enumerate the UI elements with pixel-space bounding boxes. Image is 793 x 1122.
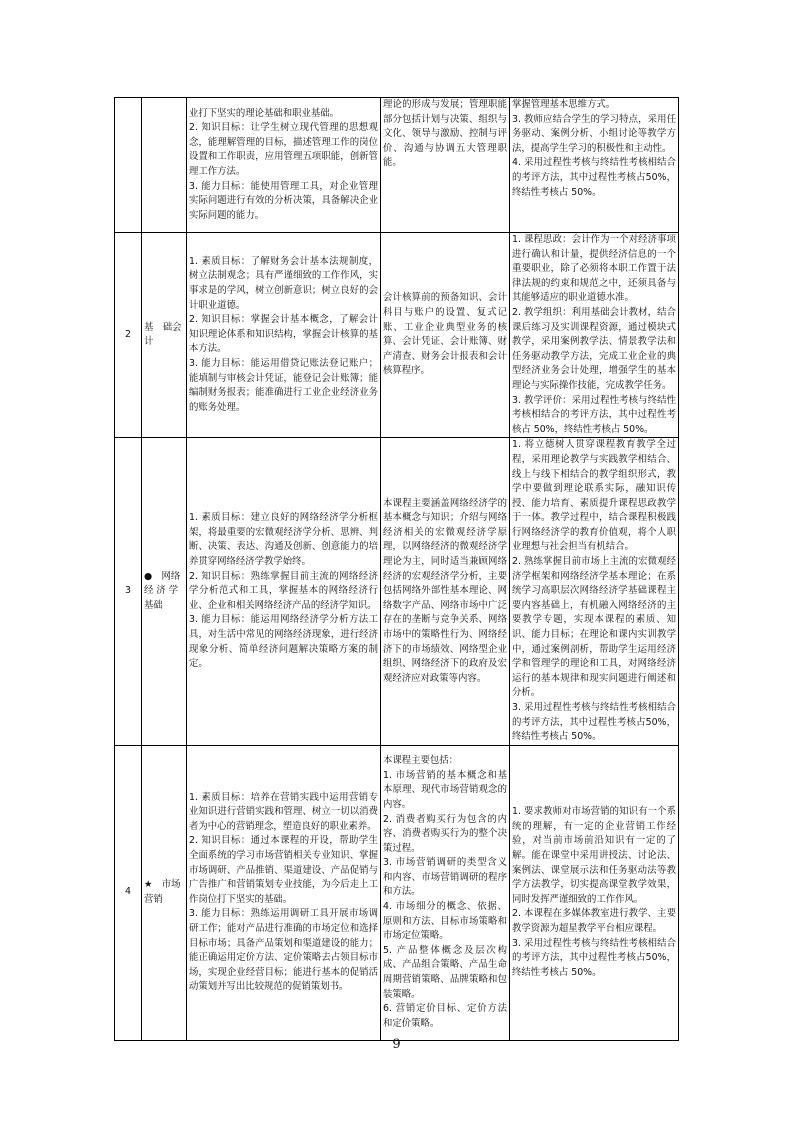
table-row xyxy=(115,233,679,438)
content-paragraph: 1. 市场营销的基本概念和基本原理、现代市场营销观念的内容。 xyxy=(383,769,507,810)
goal-paragraph: 3. 能力目标：能使用管理工具，对企业管理实际问题进行有效的分析决策，具备解决企业实际问题的能力。 xyxy=(189,180,378,221)
table-row xyxy=(115,438,679,745)
content-paragraph: 5. 产品整体概念及层次构成、产品组合策略、产品生命周期营销策略、品牌策略和包装策略。 xyxy=(383,944,507,1000)
content-paragraph: 理论的形成与发展；管理职能部分包括计划与决策、组织与文化、领导与激励、控制与评价、沟通与协调五大管理职能。 xyxy=(383,99,507,169)
course-name-cell xyxy=(142,98,187,233)
course-number-cell: 3 xyxy=(115,438,142,745)
requirement-paragraph: 2. 本课程在多媒体教室进行教学、主要教学资源为超星教学平台相应课程。 xyxy=(512,908,676,934)
goal-paragraph: 3. 能力目标：熟练运用调研工具开展市场调研工作；能对产品进行准确的市场定位和选择目标市场；具备产品策划和渠道建设的能力；能正确运用定价方法、定价策略去占领目标市场，实现企业经营目标；能进行基本的促销活动策划并写出比较规范的促销策划书。 xyxy=(189,908,378,993)
course-goals-cell xyxy=(187,98,381,233)
course-goals-cell xyxy=(187,745,381,1040)
goal-paragraph: 1. 素质目标：了解财务会计基本法规制度，树立法制观念；具有严谨细致的工作作风，实事求是的学风，树立创新意识；树立良好的会计职业道德。 xyxy=(189,255,378,311)
teaching-requirements-cell xyxy=(510,438,679,745)
course-name-cell: 基 础会计 xyxy=(142,233,187,438)
content-paragraph: 6. 营销定价目标、定价方法和定价策略。 xyxy=(383,1003,507,1029)
goal-paragraph: 1. 素质目标：培养在营销实践中运用营销专业知识进行营销实践和管理、树立一切以消费者为中心的营销理念，塑造良好的职业素养。 xyxy=(189,791,378,832)
requirement-paragraph: 3. 教学评价：采用过程性考核与终结性考核相结合的考评方法，其中过程性考核占 50%，终结性考核占 50%。 xyxy=(512,394,676,435)
goal-paragraph: 业打下坚实的理论基础和职业基础。 xyxy=(189,107,340,119)
requirement-paragraph: 3. 采用过程性考核与终结性考核相结合的考评方法，其中过程性考核占50%，终结性考核占 50%。 xyxy=(512,937,676,978)
requirement-paragraph: 4. 采用过程性考核与终结性考核相结合的考评方法，其中过程性考核占50%，终结性考核占 50%。 xyxy=(512,157,676,198)
goal-paragraph: 3. 能力目标：能运用网络经济学分析方法工具，对生活中常见的网络经济现象，进行经济现象分析、简单经济问题解决策略方案的制定。 xyxy=(189,614,378,670)
content-paragraph: 2. 消费者购买行为包含的内容、消费者购买行为的整个决策过程。 xyxy=(383,813,507,854)
requirement-paragraph: 2. 熟练掌握目前市场上主流的宏微观经济学框架和网络经济学基本理论；在系统学习高职层次网络经济学基础课程主要内容基础上，有机融入网络经济的主要教学专题，实现本课程的素质、知识、能力目标；在理论和课内实训教学中，通过案例剖析，帮助学生运用经济学和管理学的理论和工具，对网络经济运行的基本规律和现实问题进行阐述和分析。 xyxy=(512,556,676,699)
goal-paragraph: 2. 知识目标：通过本课程的开设，帮助学生全面系统的学习市场营销相关专业知识、掌握市场调研、产品推销、渠道建设、产品促销与广告推广和营销策划专业技能，为今后走上工作岗位打下坚实的基础。 xyxy=(189,835,378,905)
requirement-paragraph: 掌握管理基本思维方式。 xyxy=(512,99,616,110)
requirement-paragraph: 3. 教师应结合学生的学习特点，采用任务驱动、案例分析、小组讨论等教学方法，提高学生学习的积极性和主动性。 xyxy=(512,113,676,154)
content-paragraph: 3. 市场营销调研的类型含义和内容、市场营销调研的程序和方法。 xyxy=(383,857,507,898)
course-content-cell xyxy=(381,745,510,1040)
requirement-paragraph: 1. 要求教师对市场营销的知识有一个系统的理解，有一定的企业营销工作经验，对当前市场前沿知识有一定的了解。能在课堂中采用讲授法、讨论法、案例法、课堂展示法和任务驱动法等教学方法教学，切实提高课堂教学效果，同时发挥严谨细致的工作作风。 xyxy=(512,806,676,905)
course-number-cell: 4 xyxy=(115,745,142,1040)
curriculum-table-body xyxy=(115,98,679,1041)
course-content-cell xyxy=(381,98,510,233)
table-row xyxy=(115,745,679,1040)
course-number-cell: 2 xyxy=(115,233,142,438)
course-name-cell: ● 网络 经 济 学基础 xyxy=(142,438,187,745)
requirement-paragraph: 2. 教学组织：利用基础会计教材，结合课后练习及实训课程资源，通过模块式教学，采用案例教学法、情景教学法和任务驱动教学方法，完成工业企业的典型经济业务会计处理，增强学生的基本理论与实际操作技能，完成教学任务。 xyxy=(512,306,676,391)
goal-paragraph: 2. 知识目标：掌握会计基本概念，了解会计知识理论体系和知识结构，掌握会计核算的基本方法。 xyxy=(189,314,378,355)
table-row xyxy=(115,98,679,233)
content-paragraph: 会计核算前的预备知识、会计科目与账户的设置、复式记账、工业企业典型业务的核算、会计凭证、会计账簿、财产清查、财务会计报表和会计核算程序。 xyxy=(383,292,507,377)
course-name-cell: ★ 市场 营销 xyxy=(142,745,187,1040)
goal-paragraph: 2. 知识目标：让学生树立现代管理的思想观念，能理解管理的目标，描述管理工作的岗位设置和工作职责，应用管理五项职能，创新管理工作方法。 xyxy=(189,122,378,177)
course-goals-cell xyxy=(187,233,381,438)
course-content-cell xyxy=(381,438,510,745)
requirement-paragraph: 1. 课程思政：会计作为一个对经济事项进行确认和计量，提供经济信息的一个重要职业，除了必须将本职工作置于法律法规的约束和规范之中，还须具备与其能够适应的职业道德水准。 xyxy=(512,234,676,304)
goal-paragraph: 1. 素质目标：建立良好的网络经济学分析框架，将最重要的宏微观经济学分析、思辨、判断、决策、表达、沟通及创新、创意能力的培养贯穿网络经济学教学始终。 xyxy=(189,512,378,568)
course-content-cell xyxy=(381,233,510,438)
course-goals-cell xyxy=(187,438,381,745)
content-paragraph: 本课程主要包括： xyxy=(383,755,459,767)
teaching-requirements-cell xyxy=(510,745,679,1040)
curriculum-table xyxy=(114,97,679,1041)
goal-paragraph: 3. 能力目标：能运用借贷记账法登记账户；能填制与审核会计凭证，能登记会计账簿；能编制财务报表；能准确进行工业企业经济业务的账务处理。 xyxy=(189,358,378,413)
page-number: 9 xyxy=(392,1037,401,1052)
goal-paragraph: 2. 知识目标：熟练掌握目前主流的网络经济学分析范式和工具，掌握基本的网络经济行业、企业和相关网络经济产品的经济学知识。 xyxy=(189,570,378,611)
content-paragraph: 本课程主要涵盖网络经济学的基本概念与知识；介绍与网络经济相关的宏微观经济学原理，以网络经济的微观经济学理论为主，同时适当兼顾网络经济的宏观经济学分析，主要包括网络外部性基本理论、网络数字产品、网络市场中广泛存在的垄断与竞争关系、网络市场中的策略性行为、网络经济下的市场绩效、网络型企业组织、网络经济下的政府及宏观经济应对政策等内容。 xyxy=(383,497,507,684)
teaching-requirements-cell xyxy=(510,233,679,438)
teaching-requirements-cell xyxy=(510,98,679,233)
requirement-paragraph: 1. 将立德树人贯穿课程教育教学全过程，采用理论教学与实践教学相结合、线上与线下相结合的教学组织形式，教学中要做到理论联系实际，融知识传授、能力培育、素质提升课程思政教学于一体。教学过程中，结合课程积极践行网络经济学的教育价值观，将个人职业理想与社会担当有机结合。 xyxy=(512,439,676,553)
content-paragraph: 4. 市场细分的概念、依据、原则和方法、目标市场策略和市场定位策略。 xyxy=(383,901,507,942)
requirement-paragraph: 3. 采用过程性考核与终结性考核相结合的考评方法，其中过程性考核占50%，终结性考核占 50%。 xyxy=(512,702,676,743)
course-number-cell xyxy=(115,98,142,233)
